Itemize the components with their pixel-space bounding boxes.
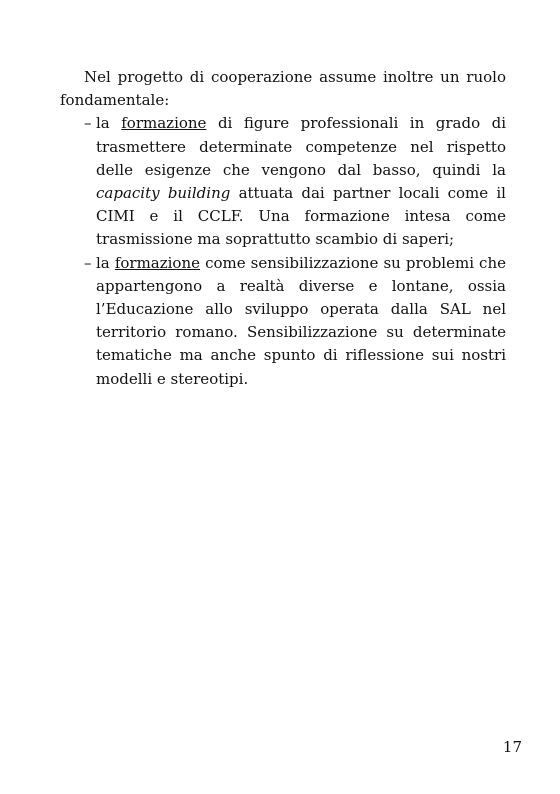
underlined-keyword: formazione [121, 114, 207, 133]
underlined-keyword: formazione [114, 253, 201, 272]
item-text-continued: attuata dai partner locali come il CIMI e il CCLF. Una formazione intesa come trasmissione ma soprattutto scambio di saperi; [96, 184, 506, 249]
list-item [60, 112, 506, 251]
item-lead: la [96, 114, 122, 133]
dash-marker: – [84, 114, 92, 133]
item-lead: la [96, 253, 115, 272]
italic-term: capacity building [96, 184, 231, 203]
item-text: come sensibilizzazione su problemi che appartengono a realtà diverse e lontane, ossia l’Educazione allo sviluppo operata dalla SAL nel territorio romano. Sensibilizzazione su determinate tematiche ma anche spunto di riflessione sui nostri modelli e stereotipi. [96, 253, 506, 388]
page-number: 17 [502, 738, 522, 756]
body-text [60, 66, 506, 391]
list-item [60, 252, 506, 391]
dash-marker: – [84, 253, 92, 272]
bullet-list [60, 112, 506, 390]
intro-paragraph: Nel progetto di cooperazione assume inoltre un ruolo fondamentale: [60, 68, 506, 110]
item-text: di figure professionali in grado di trasmettere determinate competenze nel rispetto delle esigenze che vengono dal basso, quindi la [96, 114, 507, 179]
